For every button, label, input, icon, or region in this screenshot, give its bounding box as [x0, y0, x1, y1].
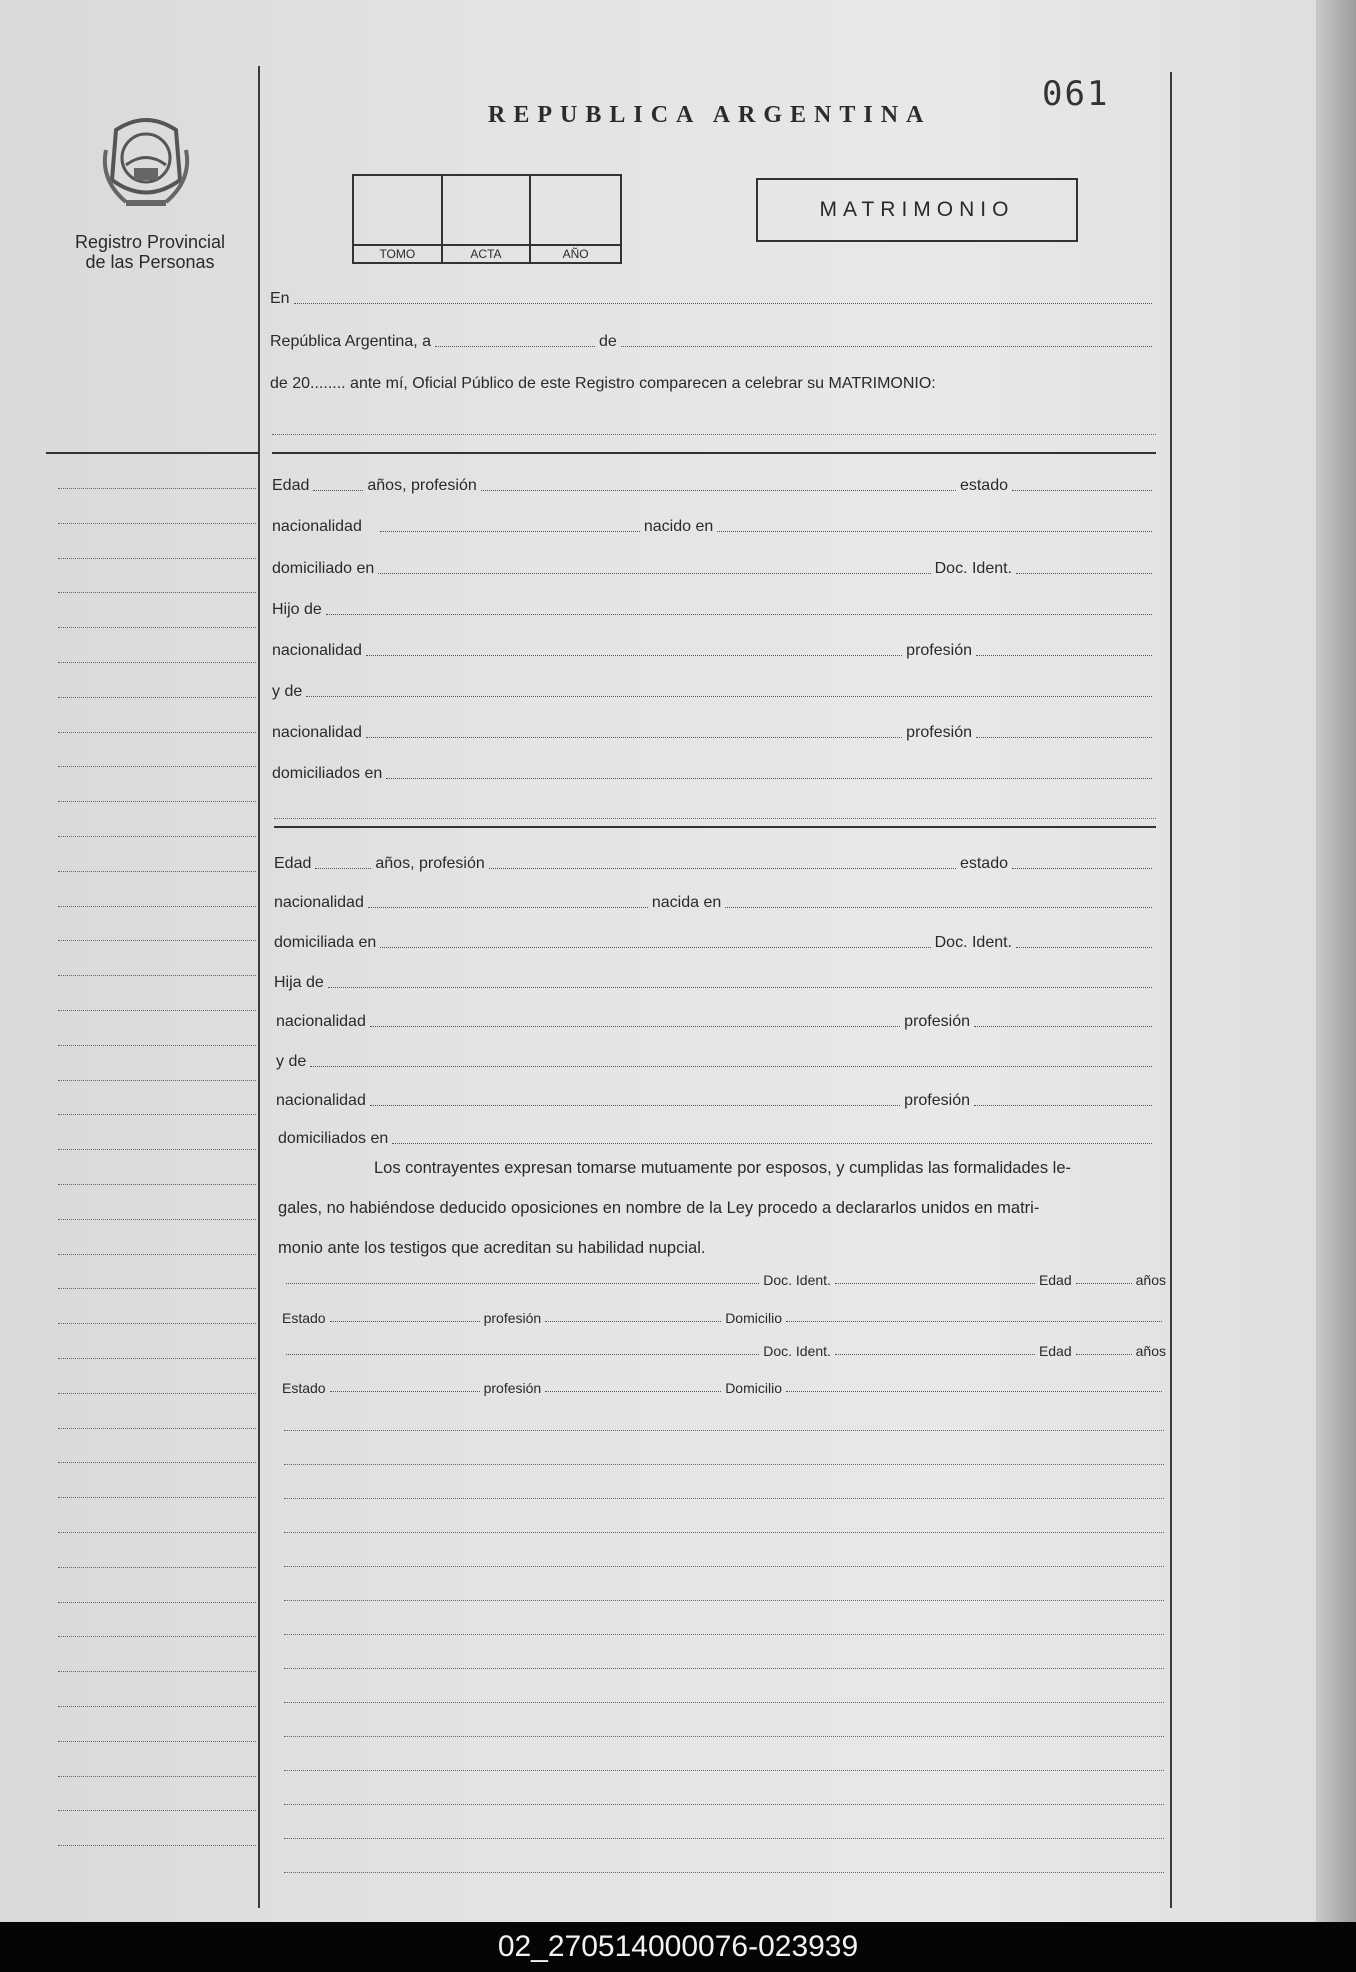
image-id-caption: [0, 1922, 1356, 1972]
c2-anos-profesion-label: años, profesión: [375, 855, 485, 872]
c1-y-de-row: [272, 683, 1156, 701]
testigo2-estado-row: [282, 1380, 1166, 1396]
record-type-label: MATRIMONIO: [819, 198, 1015, 221]
c1-doc-ident-label: Doc. Ident.: [934, 560, 1012, 577]
margin-note-line[interactable]: [58, 1602, 256, 1603]
testigo1-estado-row: [282, 1310, 1166, 1326]
c2-padre-prof-field[interactable]: [974, 1026, 1152, 1027]
testigo1-estado-field[interactable]: [330, 1321, 480, 1322]
testigo1-nombre-field[interactable]: [286, 1283, 759, 1284]
c2-doc-ident-label: Doc. Ident.: [934, 934, 1012, 951]
testigo1-profesion-label: profesión: [483, 1310, 542, 1326]
margin-note-line[interactable]: [58, 906, 256, 907]
testigo1-doc-row: [282, 1272, 1166, 1288]
en-label: En: [270, 290, 290, 307]
ano-label: AÑO: [531, 244, 620, 262]
c2-domicilio-field[interactable]: [380, 947, 930, 948]
testigo2-estado-label: Estado: [282, 1380, 326, 1396]
c2-padre-field[interactable]: [328, 987, 1152, 988]
testigo2-domicilio-label: Domicilio: [725, 1380, 782, 1396]
tomo-field[interactable]: [354, 176, 443, 244]
c1-padre-nac-label: nacionalidad: [272, 642, 362, 659]
c2-madre-nac-row: [276, 1092, 1156, 1110]
margin-note-line[interactable]: [58, 940, 256, 941]
section-divider-2: [274, 826, 1156, 828]
c2-domiciliada-label: domiciliada en: [274, 934, 377, 951]
document-title: REPUBLICA ARGENTINA: [488, 102, 932, 128]
annotation-line[interactable]: [284, 1736, 1164, 1737]
annotation-line[interactable]: [284, 1430, 1164, 1431]
c1-hijo-de-label: Hijo de: [272, 601, 322, 618]
margin-note-line[interactable]: [58, 1219, 256, 1220]
c2-domiciliados-row: [278, 1130, 1156, 1148]
c1-doc-ident-field[interactable]: [1016, 573, 1152, 574]
testigo2-estado-field[interactable]: [330, 1391, 480, 1392]
organization-name: [60, 232, 240, 272]
testigo1-domicilio-field[interactable]: [786, 1321, 1162, 1322]
org-line-1: Registro Provincial: [74, 232, 226, 252]
c1-madre-nac-row: [272, 724, 1156, 742]
c1-nacido-en-label: nacido en: [643, 518, 714, 535]
testigo1-anos-label: años: [1135, 1272, 1166, 1288]
c1-domiciliados-row: [272, 765, 1156, 783]
margin-note-line[interactable]: [58, 523, 256, 524]
margin-note-line[interactable]: [58, 1114, 256, 1115]
testigo2-anos-label: años: [1135, 1343, 1166, 1359]
annotation-line[interactable]: [284, 1464, 1164, 1465]
annotation-line[interactable]: [284, 1838, 1164, 1839]
declaration-line-1: Los contrayentes expresan tomarse mutuamente por esposos, y cumplidas las formalidades le-: [374, 1159, 1072, 1177]
testigo1-domicilio-label: Domicilio: [725, 1310, 782, 1326]
c2-madre-nac-label: nacionalidad: [276, 1092, 366, 1109]
margin-note-line[interactable]: [58, 1045, 256, 1046]
c1-madre-field[interactable]: [306, 696, 1152, 697]
ante-mi-text: de 20........ ante mí, Oficial Público de este Registro comparecen a celebrar su MATRIMONIO:: [270, 375, 936, 392]
day-field[interactable]: [435, 346, 595, 347]
margin-note-line[interactable]: [58, 1845, 256, 1846]
c2-domiciliados-field[interactable]: [392, 1143, 1152, 1144]
c2-profesion-field[interactable]: [489, 868, 956, 869]
margin-note-line[interactable]: [58, 1741, 256, 1742]
margin-note-line[interactable]: [58, 1080, 256, 1081]
annotation-line[interactable]: [284, 1532, 1164, 1533]
margin-note-line[interactable]: [58, 627, 256, 628]
c1-estado-label: estado: [959, 477, 1008, 494]
testigo2-domicilio-field[interactable]: [786, 1391, 1162, 1392]
c2-y-de-row: [276, 1053, 1156, 1071]
c2-padre-prof-label: profesión: [904, 1013, 970, 1030]
testigo2-doc-field[interactable]: [835, 1354, 1035, 1355]
declaration-line-2: gales, no habiéndose deducido oposiciones en nombre de la Ley procedo a declararlos unidos en matri-: [278, 1199, 1040, 1217]
c2-nacida-en-label: nacida en: [651, 894, 722, 911]
c1-padre-field[interactable]: [326, 614, 1152, 615]
testigo1-estado-label: Estado: [282, 1310, 326, 1326]
testigo1-profesion-field[interactable]: [545, 1321, 721, 1322]
margin-note-line[interactable]: [58, 1428, 256, 1429]
c1-nacionalidad-row: [272, 518, 1156, 536]
c2-estado-label: estado: [959, 855, 1008, 872]
c1-domicilio-row: [272, 560, 1156, 578]
c1-madre-nac-field[interactable]: [366, 737, 902, 738]
de-label: de: [599, 333, 617, 350]
c2-nacionalidad-row: [274, 894, 1156, 912]
c2-domiciliados-label: domiciliados en: [278, 1130, 389, 1147]
c2-madre-prof-label: profesión: [904, 1092, 970, 1109]
c1-nacionalidad-field[interactable]: [380, 531, 640, 532]
c2-padre-nac-field[interactable]: [370, 1026, 900, 1027]
intro-line-1: [270, 290, 1156, 308]
c1-madre-prof-field[interactable]: [976, 737, 1152, 738]
margin-note-line[interactable]: [58, 1358, 256, 1359]
margin-note-line[interactable]: [58, 1636, 256, 1637]
c2-y-de-label: y de: [276, 1053, 307, 1070]
register-box: [352, 174, 622, 264]
c1-edad-field[interactable]: [313, 490, 363, 491]
testigo2-doc-row: [282, 1343, 1166, 1359]
c2-hija-de-label: Hija de: [274, 974, 324, 991]
testigo2-nombre-field[interactable]: [286, 1354, 759, 1355]
c1-nacionalidad-label: nacionalidad: [272, 518, 362, 535]
c1-madre-prof-label: profesión: [906, 724, 972, 741]
c1-edad-row: [272, 477, 1156, 495]
margin-note-line[interactable]: [58, 1010, 256, 1011]
record-number: 061: [1042, 74, 1110, 114]
c1-profesion-field[interactable]: [481, 490, 956, 491]
c1-domiciliados-field[interactable]: [386, 778, 1152, 779]
margin-note-line[interactable]: [58, 1462, 256, 1463]
testigo1-edad-label: Edad: [1038, 1272, 1072, 1288]
c2-edad-label: Edad: [274, 855, 312, 872]
c1-domiciliado-label: domiciliado en: [272, 560, 375, 577]
c2-doc-ident-field[interactable]: [1016, 947, 1152, 948]
section-divider-1: [272, 452, 1156, 454]
margin-note-line[interactable]: [58, 1706, 256, 1707]
c2-padre-nac-label: nacionalidad: [276, 1013, 366, 1030]
c1-estado-field[interactable]: [1012, 490, 1152, 491]
testigo2-edad-field[interactable]: [1076, 1354, 1132, 1355]
c2-edad-field[interactable]: [315, 868, 371, 869]
margin-note-line[interactable]: [58, 1393, 256, 1394]
margin-note-line[interactable]: [58, 592, 256, 593]
annotation-line[interactable]: [284, 1770, 1164, 1771]
c2-nacionalidad-label: nacionalidad: [274, 894, 364, 911]
republica-label: República Argentina, a: [270, 333, 431, 350]
c2-estado-field[interactable]: [1012, 868, 1152, 869]
margin-note-line[interactable]: [58, 975, 256, 976]
c1-anos-profesion-label: años, profesión: [367, 477, 477, 494]
c1-madre-nac-label: nacionalidad: [272, 724, 362, 741]
margin-note-line[interactable]: [58, 1184, 256, 1185]
annotation-line[interactable]: [284, 1600, 1164, 1601]
margin-note-line[interactable]: [58, 871, 256, 872]
testigo1-edad-field[interactable]: [1076, 1283, 1132, 1284]
c2-nacida-en-field[interactable]: [725, 907, 1152, 908]
c2-madre-field[interactable]: [310, 1066, 1152, 1067]
annotation-line[interactable]: [284, 1498, 1164, 1499]
en-field[interactable]: [294, 303, 1152, 304]
margin-note-line[interactable]: [58, 558, 256, 559]
c1-padre-prof-field[interactable]: [976, 655, 1152, 656]
record-type-box: [756, 178, 1078, 242]
margin-note-line[interactable]: [58, 1671, 256, 1672]
margin-divider-top: [46, 452, 258, 454]
acta-label: ACTA: [443, 244, 532, 262]
c2-padre-nac-row: [276, 1013, 1156, 1031]
margin-note-line[interactable]: [58, 662, 256, 663]
margin-note-line[interactable]: [58, 1497, 256, 1498]
annotation-line[interactable]: [284, 1634, 1164, 1635]
intro-line-2: [270, 333, 1156, 351]
c1-padre-nac-field[interactable]: [366, 655, 902, 656]
annotation-line[interactable]: [284, 1702, 1164, 1703]
c1-y-de-label: y de: [272, 683, 303, 700]
provincial-seal-icon: [96, 110, 196, 220]
testigo2-profesion-field[interactable]: [545, 1391, 721, 1392]
margin-note-line[interactable]: [58, 1567, 256, 1568]
intro-blank-line[interactable]: [272, 434, 1156, 435]
c1-edad-label: Edad: [272, 477, 310, 494]
c2-hija-de-row: [274, 974, 1156, 992]
margin-note-line[interactable]: [58, 732, 256, 733]
c2-madre-nac-field[interactable]: [370, 1105, 900, 1106]
margin-note-line[interactable]: [58, 1149, 256, 1150]
margin-note-line[interactable]: [58, 1288, 256, 1289]
annotation-line[interactable]: [284, 1804, 1164, 1805]
margin-divider: [258, 66, 260, 1908]
c2-edad-row: [274, 855, 1156, 873]
c1-padre-prof-label: profesión: [906, 642, 972, 659]
margin-note-line[interactable]: [58, 801, 256, 802]
testigo1-doc-field[interactable]: [835, 1283, 1035, 1284]
intro-line-3: [270, 375, 1156, 393]
margin-note-line[interactable]: [58, 488, 256, 489]
page-edge: [1316, 0, 1356, 1922]
margin-note-line[interactable]: [58, 1776, 256, 1777]
right-border: [1170, 72, 1172, 1908]
margin-note-line[interactable]: [58, 1810, 256, 1811]
c1-hijo-de-row: [272, 601, 1156, 619]
c1-blank-line[interactable]: [274, 818, 1156, 819]
margin-note-line[interactable]: [58, 1254, 256, 1255]
testigo2-profesion-label: profesión: [483, 1380, 542, 1396]
declaration-text: [278, 1148, 1158, 1268]
testigo1-doc-label: Doc. Ident.: [763, 1272, 831, 1288]
margin-note-line[interactable]: [58, 697, 256, 698]
margin-note-line[interactable]: [58, 1532, 256, 1533]
image-id-text: 02_270514000076-023939: [497, 1930, 859, 1963]
c2-domicilio-row: [274, 934, 1156, 952]
margin-note-line[interactable]: [58, 836, 256, 837]
margin-note-line[interactable]: [58, 1323, 256, 1324]
c1-domicilio-field[interactable]: [378, 573, 930, 574]
c2-nacionalidad-field[interactable]: [368, 907, 648, 908]
tomo-label: TOMO: [354, 244, 443, 262]
annotation-line[interactable]: [284, 1668, 1164, 1669]
acta-field[interactable]: [443, 176, 532, 244]
annotation-line[interactable]: [284, 1872, 1164, 1873]
org-line-2: de las Personas: [85, 252, 215, 272]
annotation-line[interactable]: [284, 1566, 1164, 1567]
testigo2-edad-label: Edad: [1038, 1343, 1072, 1359]
margin-note-line[interactable]: [58, 766, 256, 767]
month-field[interactable]: [621, 346, 1152, 347]
c1-padre-nac-row: [272, 642, 1156, 660]
c2-madre-prof-field[interactable]: [974, 1105, 1152, 1106]
ano-field[interactable]: [531, 176, 620, 244]
testigo2-doc-label: Doc. Ident.: [763, 1343, 831, 1359]
declaration-line-3: monio ante los testigos que acreditan su habilidad nupcial.: [278, 1239, 706, 1257]
c1-domiciliados-label: domiciliados en: [272, 765, 383, 782]
c1-nacido-en-field[interactable]: [717, 531, 1152, 532]
